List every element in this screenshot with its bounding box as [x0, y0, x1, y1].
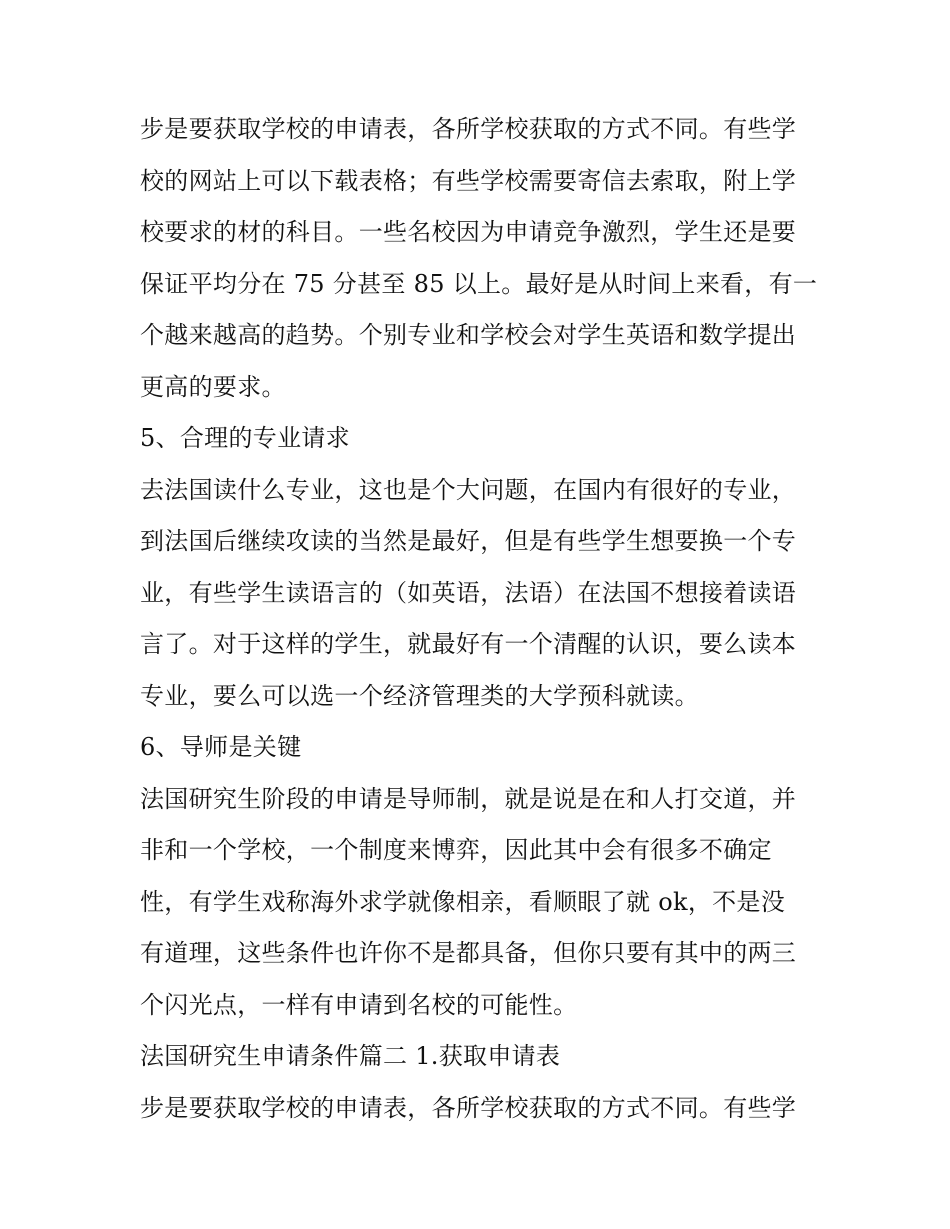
section-heading-6: 6、导师是关键 [140, 733, 302, 761]
paragraph-line: 法国研究生阶段的申请是导师制，就是说是在和人打交道，并 [140, 784, 797, 813]
document-page [140, 104, 820, 1134]
paragraph-line: 个闪光点，一样有申请到名校的可能性。 [140, 990, 578, 1019]
section-heading-part-two: 法国研究生申请条件篇二 1.获取申请表 [140, 1042, 561, 1070]
paragraph-line: 业，有些学生读语言的（如英语，法语）在法国不想接着读语 [140, 578, 797, 607]
paragraph-line: 步是要获取学校的申请表，各所学校获取的方式不同。有些学 [140, 115, 797, 143]
paragraph-line: 去法国读什么专业，这也是个大问题，在国内有很好的专业， [140, 475, 797, 504]
paragraph-line: 保证平均分在 75 分甚至 85 以上。最好是从时间上来看，有一 [140, 269, 818, 298]
paragraph-line: 有道理，这些条件也许你不是都具备，但你只要有其中的两三 [140, 939, 797, 967]
paragraph-line: 言了。对于这样的学生，就最好有一个清醒的认识，要么读本 [140, 630, 797, 658]
paragraph-line: 步是要获取学校的申请表，各所学校获取的方式不同。有些学 [140, 1093, 797, 1122]
paragraph-line: 性，有学生戏称海外求学就像相亲，看顺眼了就 ok，不是没 [140, 887, 786, 916]
section-heading-5: 5、合理的专业请求 [140, 424, 350, 452]
paragraph-line: 校的网站上可以下载表格；有些学校需要寄信去索取，附上学 [140, 166, 797, 195]
paragraph-line: 校要求的材的科目。一些名校因为申请竞争激烈，学生还是要 [140, 218, 797, 246]
paragraph-line: 专业，要么可以选一个经济管理类的大学预科就读。 [140, 681, 699, 710]
paragraph-line: 个越来越高的趋势。个别专业和学校会对学生英语和数学提出 [140, 321, 797, 349]
paragraph-line: 更高的要求。 [140, 372, 286, 401]
paragraph-line: 非和一个学校，一个制度来博弈，因此其中会有很多不确定 [140, 836, 772, 864]
paragraph-line: 到法国后继续攻读的当然是最好，但是有些学生想要换一个专 [140, 527, 797, 555]
